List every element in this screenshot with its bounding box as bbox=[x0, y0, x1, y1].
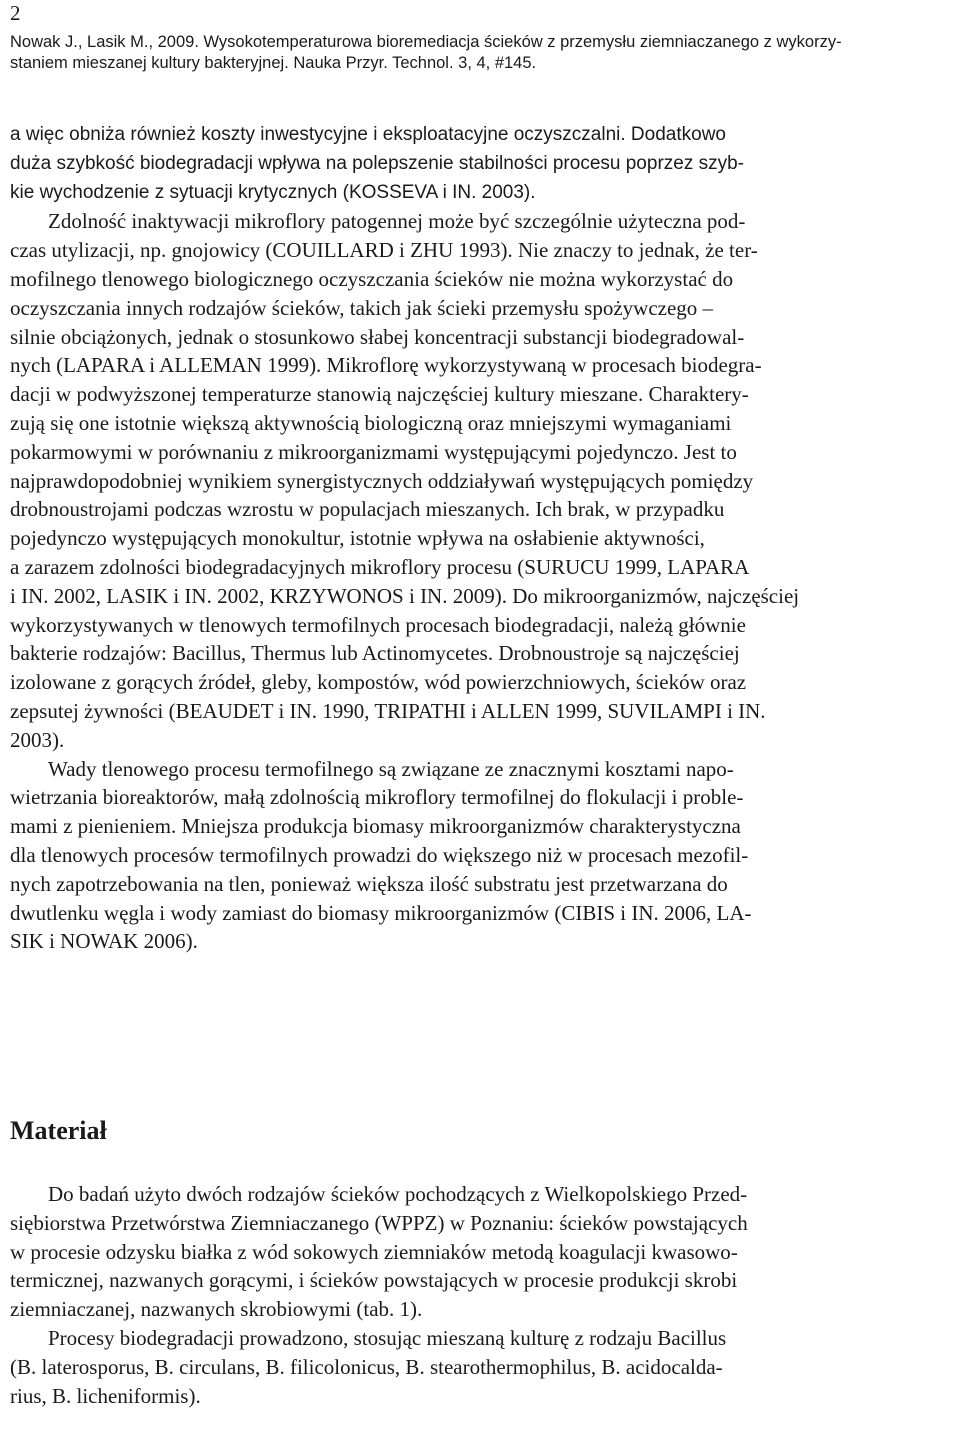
text-line: Do badań użyto dwóch rodzajów ścieków pochodzących z Wielkopolskiego Przed- bbox=[48, 1182, 748, 1206]
text-line: nych zapotrzebowania na tlen, ponieważ większa ilość substratu jest przetwarzana do bbox=[10, 871, 728, 896]
text-line: termicznej, nazwanych gorącymi, i ścieków powstających w procesie produkcji skrobi bbox=[10, 1268, 738, 1293]
text-line: SIK i NOWAK 2006). bbox=[10, 929, 198, 954]
citation-line: staniem mieszanej kultury bakteryjnej. Nauka Przyr. Technol. 3, 4, #145. bbox=[10, 54, 537, 72]
paragraph-5 bbox=[10, 1324, 952, 1410]
text-line: w procesie odzysku białka z wód sokowych ziemniaków metodą koagulacji kwasowo- bbox=[10, 1239, 738, 1264]
text-line: wietrzania bioreaktorów, małą zdolnością mikroflory termofilnej do flokulacji i proble- bbox=[10, 785, 744, 810]
text-line: bakterie rodzajów: Bacillus, Thermus lub Actinomycetes. Drobnoustroje są najczęściej bbox=[10, 641, 740, 666]
text-line: Procesy biodegradacji prowadzono, stosując mieszaną kulturę z rodzaju Bacillus bbox=[48, 1325, 727, 1350]
page-number: 2 bbox=[10, 1, 21, 25]
paragraph-2 bbox=[10, 207, 952, 754]
text-line: 2003). bbox=[10, 727, 65, 752]
citation-line: Nowak J., Lasik M., 2009. Wysokotemperaturowa bioremediacja ścieków z przemysłu ziemniaczanego z wykorzy- bbox=[10, 33, 842, 51]
text-line: dwutlenku węgla i wody zamiast do biomasy mikroorganizmów (CIBIS i IN. 2006, LA- bbox=[10, 900, 752, 925]
text-line: (B. laterosporus, B. circulans, B. filicolonicus, B. stearothermophilus, B. acidocalda- bbox=[10, 1354, 723, 1379]
text-line: najprawdopodobniej wynikiem synergistycznych oddziaływań występujących pomiędzy bbox=[10, 468, 754, 493]
text-line: czas utylizacji, np. gnojowicy (COUILLARD i ZHU 1993). Nie znaczy to jednak, że ter- bbox=[10, 238, 758, 263]
text-line: silnie obciążonych, jednak o stosunkowo słabej koncentracji substancji biodegradowal- bbox=[10, 324, 745, 349]
text-line: a zarazem zdolności biodegradacyjnych mikroflory procesu (SURUCU 1999, LAPARA bbox=[10, 554, 750, 579]
text-line: rius, B. licheniformis). bbox=[10, 1383, 201, 1408]
text-line: Zdolność inaktywacji mikroflory patogennej może być szczególnie użyteczna pod- bbox=[48, 209, 746, 234]
text-line: zują się one istotnie większą aktywnością biologiczną oraz mniejszymi wymaganiami bbox=[10, 410, 732, 435]
text-line: izolowane z gorących źródeł, gleby, kompostów, wód powierzchniowych, ścieków oraz bbox=[10, 670, 747, 695]
text-line: i IN. 2002, LASIK i IN. 2002, KRZYWONOS i IN. 2009). Do mikroorganizmów, najczęściej bbox=[10, 583, 800, 608]
text-line: dacji w podwyższonej temperaturze stanowią najczęściej kultury mieszane. Charaktery- bbox=[10, 382, 749, 407]
text-line: siębiorstwa Przetwórstwa Ziemniaczanego (WPPZ) w Poznaniu: ścieków powstających bbox=[10, 1210, 748, 1235]
paragraph-1 bbox=[10, 121, 952, 207]
text-line: mofilnego tlenowego biologicznego oczyszczania ścieków nie można wykorzystać do bbox=[10, 266, 734, 291]
citation-header bbox=[10, 32, 952, 74]
text-line: pokarmowymi w porównaniu z mikroorganizmami występującymi pojedynczo. Jest to bbox=[10, 439, 737, 464]
body-text bbox=[10, 121, 952, 956]
paragraph-3 bbox=[10, 755, 952, 957]
paragraph-4 bbox=[10, 1180, 952, 1324]
body-text-section bbox=[10, 1180, 952, 1410]
text-line: Wady tlenowego procesu termofilnego są związane ze znacznymi kosztami napo- bbox=[48, 756, 734, 781]
text-line: ziemniaczanej, nazwanych skrobiowymi (tab. 1). bbox=[10, 1297, 423, 1322]
text-line: wykorzystywanych w tlenowych termofilnych procesach biodegradacji, należą głównie bbox=[10, 612, 746, 637]
text-line: duża szybkość biodegradacji wpływa na polepszenie stabilności procesu poprzez szyb- bbox=[10, 152, 745, 174]
text-line: a więc obniża również koszty inwestycyjne i eksploatacyjne oczyszczalni. Dodatkowo bbox=[10, 124, 726, 145]
text-line: kie wychodzenie z sytuacji krytycznych (KOSSEVA i IN. 2003). bbox=[10, 181, 536, 203]
text-line: nych (LAPARA i ALLEMAN 1999). Mikroflorę wykorzystywaną w procesach biodegra- bbox=[10, 353, 762, 378]
text-line: mami z pienieniem. Mniejsza produkcja biomasy mikroorganizmów charakterystyczna bbox=[10, 814, 741, 839]
text-line: zepsutej żywności (BEAUDET i IN. 1990, TRIPATHI i ALLEN 1999, SUVILAMPI i IN. bbox=[10, 698, 766, 723]
text-line: pojedynczo występujących monokultur, istotnie wpływa na osłabienie aktywności, bbox=[10, 526, 705, 551]
section-heading: Materiał bbox=[10, 1116, 107, 1145]
text-line: oczyszczania innych rodzajów ścieków, takich jak ścieki przemysłu spożywczego – bbox=[10, 295, 714, 320]
text-line: drobnoustrojami podczas wzrostu w populacjach mieszanych. Ich brak, w przypadku bbox=[10, 497, 725, 522]
text-line: dla tlenowych procesów termofilnych prowadzi do większego niż w procesach mezofil- bbox=[10, 842, 749, 867]
